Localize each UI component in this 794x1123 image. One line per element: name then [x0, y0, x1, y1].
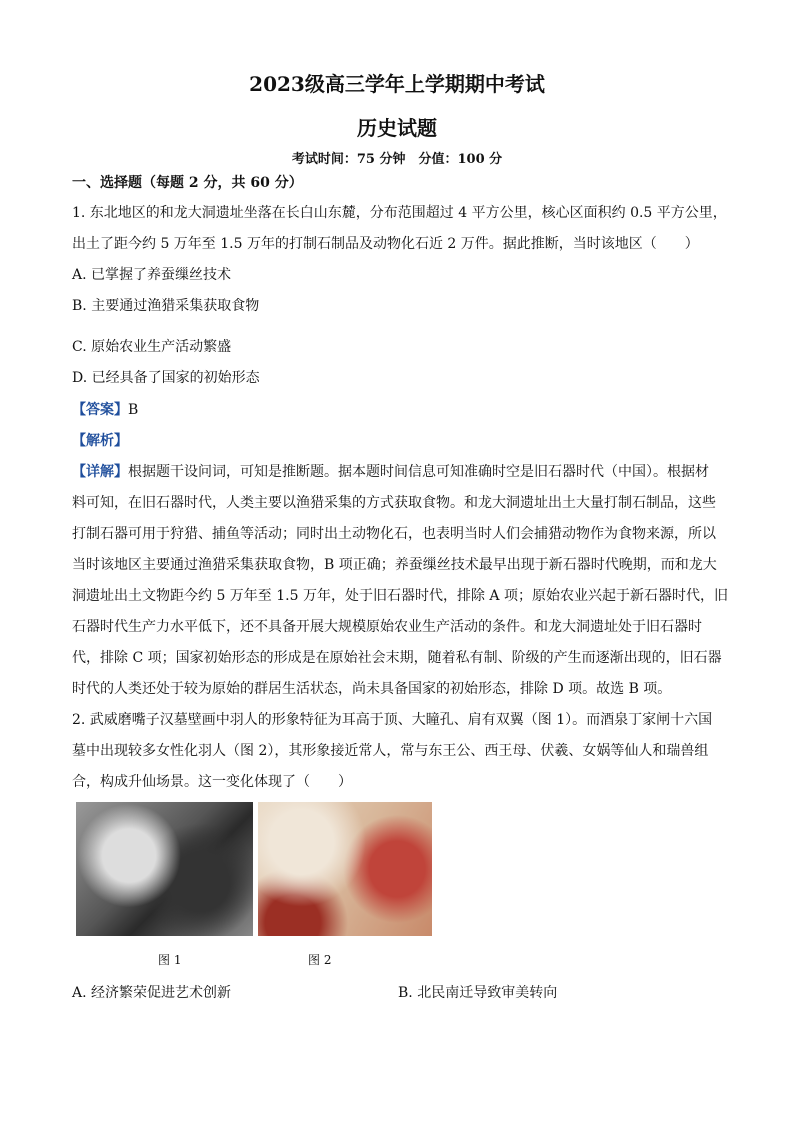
- q1-detail-line: 石器时代生产力水平低下，还不具备开展大规模原始农业生产活动的条件。和龙大洞遗址处于旧石器时: [72, 619, 702, 635]
- q1-detail-line: 代，排除 C 项；国家初始形态的形成是在原始社会末期，随着私有制、阶级的产生而逐渐出现的，旧石器: [72, 650, 722, 666]
- detail-text: 根据题干设问词，可知是推断题。据本题时间信息可知准确时空是旧石器时代（中国）。根据材: [128, 464, 709, 480]
- q1-detail-line: 洞遗址出土文物距今约 5 万年至 1.5 万年，处于旧石器时代，排除 A 项；原始农业兴起于新石器时代，旧: [72, 588, 728, 604]
- q2-option-a: A. 经济繁荣促进艺术创新: [72, 985, 232, 1001]
- answer-label: 【答案】: [72, 402, 128, 418]
- q2-stem-line: 墓中出现较多女性化羽人（图 2），其形象接近常人，常与东王公、西王母、伏羲、女娲等仙人和瑞兽组: [72, 743, 709, 759]
- figure-1-mural-image: [76, 802, 253, 936]
- exam-title: 2023级高三学年上学期期中考试: [249, 72, 545, 96]
- figure-2-mural-image: [258, 802, 432, 936]
- analysis-label: 【解析】: [72, 433, 128, 449]
- q2-stem-line: 2. 武威磨嘴子汉墓壁画中羽人的形象特征为耳高于顶、大瞳孔、肩有双翼（图 1）。而酒泉丁家闸十六国: [72, 712, 713, 728]
- figure-2-caption: 图 2: [308, 953, 332, 967]
- q1-analysis-label: [72, 430, 128, 450]
- section-heading: 一、选择题（每题 2 分，共 60 分）: [72, 175, 303, 191]
- q1-detail-line: 当时该地区主要通过渔猎采集获取食物，B 项正确；养蚕缫丝技术最早出现于新石器时代晚期，而和龙大: [72, 557, 717, 573]
- q1-option-a: A. 已掌握了养蚕缫丝技术: [72, 267, 232, 283]
- q1-answer: [72, 399, 138, 419]
- q1-detail-line: 时代的人类还处于较为原始的群居生活状态，尚未具备国家的初始形态，排除 D 项。故选 B 项。: [72, 681, 672, 697]
- q1-detail-line: 料可知，在旧石器时代，人类主要以渔猎采集的方式获取食物。和龙大洞遗址出土大量打制石制品，这些: [72, 495, 716, 511]
- q1-stem-line: 1. 东北地区的和龙大洞遗址坐落在长白山东麓，分布范围超过 4 平方公里，核心区面积约 0.5 平方公里，: [72, 205, 727, 221]
- q2-option-b: B. 北民南迁导致审美转向: [398, 985, 558, 1001]
- exam-meta: 考试时间：75 分钟 分值：100 分: [291, 152, 503, 167]
- detail-label: 【详解】: [72, 464, 128, 480]
- q1-option-c: C. 原始农业生产活动繁盛: [72, 339, 232, 355]
- q1-stem-line: 出土了距今约 5 万年至 1.5 万年的打制石制品及动物化石近 2 万件。据此推断，当时该地区（ ）: [72, 236, 699, 252]
- q1-detail-line: [72, 461, 709, 481]
- answer-value: B: [128, 402, 139, 418]
- q1-detail-line: 打制石器可用于狩猎、捕鱼等活动；同时出土动物化石，也表明当时人们会捕猎动物作为食物来源，所以: [72, 526, 716, 542]
- figure-1-caption: 图 1: [158, 953, 182, 967]
- q1-option-b: B. 主要通过渔猎采集获取食物: [72, 298, 260, 314]
- subject-title: 历史试题: [357, 116, 437, 140]
- q2-stem-line: 合，构成升仙场景。这一变化体现了（ ）: [72, 774, 352, 790]
- q1-option-d: D. 已经具备了国家的初始形态: [72, 370, 260, 386]
